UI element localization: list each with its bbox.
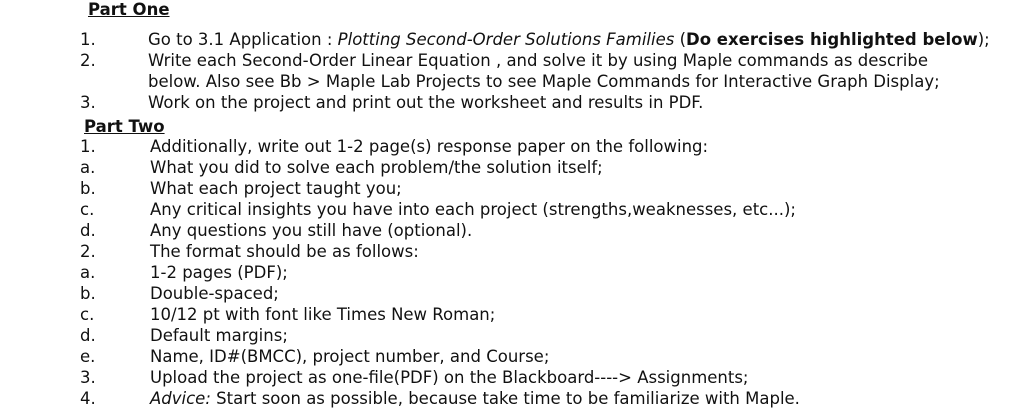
item-text: Write each Second-Order Linear Equation , and solve it by using Maple commands as describe <box>148 51 929 70</box>
item-text: Double-spaced; <box>150 284 279 303</box>
item-marker: 3. <box>80 93 96 112</box>
item-text: Any critical insights you have into each project (strengths,weaknesses, etc...); <box>150 200 796 219</box>
item-marker: a. <box>80 158 96 177</box>
item-marker: d. <box>80 326 96 345</box>
item-text: Advice: Start soon as possible, because take time to be familiarize with Maple. <box>150 389 800 408</box>
item-marker: 1. <box>80 137 96 156</box>
item-text: What each project taught you; <box>150 179 402 198</box>
item-marker: c. <box>80 305 95 324</box>
item-marker: 2. <box>80 242 96 261</box>
item-marker: a. <box>80 263 96 282</box>
item-text: 1-2 pages (PDF); <box>150 263 288 282</box>
item-text: below. Also see Bb > Maple Lab Projects to see Maple Commands for Interactive Graph Display; <box>148 72 940 91</box>
item-marker: c. <box>80 200 95 219</box>
item-marker: 1. <box>80 30 96 49</box>
item-text: Upload the project as one-file(PDF) on the Blackboard----> Assignments; <box>150 368 749 387</box>
item-marker: b. <box>80 179 96 198</box>
item-text: Default margins; <box>150 326 288 345</box>
item-text: Additionally, write out 1-2 page(s) response paper on the following: <box>150 137 709 156</box>
item-text: 10/12 pt with font like Times New Roman; <box>150 305 496 324</box>
item-marker: e. <box>80 347 96 366</box>
part-one-heading: Part One <box>88 0 170 19</box>
item-text: What you did to solve each problem/the solution itself; <box>150 158 603 177</box>
item-marker: 3. <box>80 368 96 387</box>
item-text: The format should be as follows: <box>150 242 419 261</box>
item-marker: d. <box>80 221 96 240</box>
item-text: Any questions you still have (optional). <box>150 221 473 240</box>
item-marker: 2. <box>80 51 96 70</box>
item-marker: b. <box>80 284 96 303</box>
item-text: Work on the project and print out the worksheet and results in PDF. <box>148 93 704 112</box>
item-text: Go to 3.1 Application : Plotting Second-Order Solutions Families (Do exercises highlighted below); <box>148 30 990 49</box>
item-text: Name, ID#(BMCC), project number, and Course; <box>150 347 550 366</box>
part-two-heading: Part Two <box>84 117 165 136</box>
item-marker: 4. <box>80 389 96 408</box>
